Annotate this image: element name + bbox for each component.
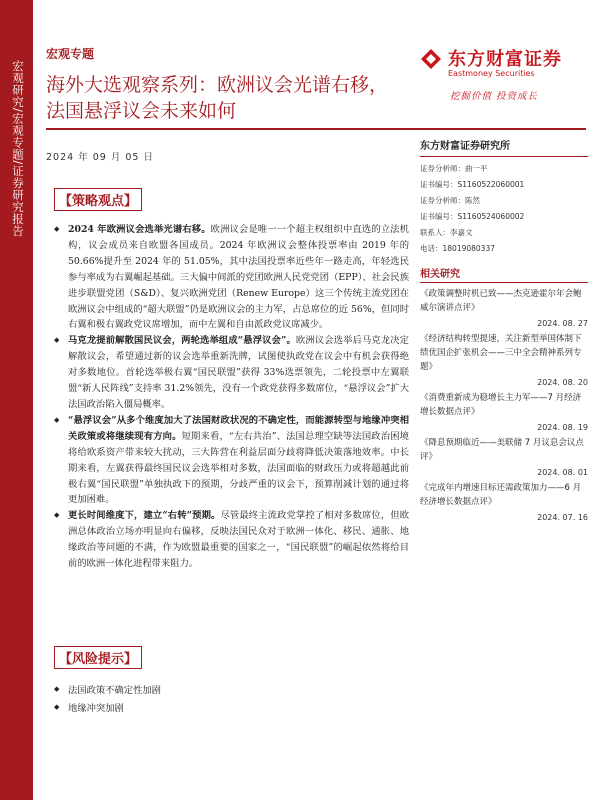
related-title[interactable]: 《完成年内增速目标还需政策加力——6 月经济增长数据点评》 xyxy=(420,483,582,507)
related-date: 2024. 08. 19 xyxy=(537,423,588,432)
company-logo xyxy=(420,45,570,85)
related-title[interactable]: 《经济结构转型提速，关注新型举国体制下绩优国企扩张机会——三中全会精神系列专题》 xyxy=(420,334,582,372)
strategy-heading: 【策略观点】 xyxy=(54,188,142,211)
bullet-icon: ◆ xyxy=(54,703,60,711)
header-divider xyxy=(46,128,586,130)
related-item[interactable] xyxy=(420,436,588,477)
related-divider xyxy=(420,282,588,283)
risk-item: ◆ 地缘冲突加剧 xyxy=(54,700,409,718)
analyst-line: 证书编号：S1160524060002 xyxy=(420,212,525,221)
strategy-paragraph: ◆ “悬浮议会”从多个维度加大了法国财政状况的不确定性，而能源转型与地缘冲突相关政策或将继续现有方向。短期来看，“左右共治”、法国总理空缺等法国政治困境将给欧系资产带来较大扰动，三大阵营在利益层面分歧将降低决策落地效率。中长期来看，左翼获得最终国民议会选举相对多数，法国面临的财政压力或将超越此前极右翼“国民联盟”单独执政下的预期，分歧严重的议会下，预算削减计划的通过将更加困难。 xyxy=(54,414,409,506)
company-slogan: 挖掘价值 投资成长 xyxy=(450,91,539,102)
bullet-icon: ◆ xyxy=(54,685,60,693)
related-date: 2024. 08. 01 xyxy=(537,468,588,477)
bullet-icon: ◆ xyxy=(54,511,60,520)
bullet-icon: ◆ xyxy=(54,336,60,345)
related-title[interactable]: 《降息预期临近——美联储 7 月议息会议点评》 xyxy=(420,438,584,462)
risk-item: ◆ 法国政策不确定性加剧 xyxy=(54,682,409,700)
related-title[interactable]: 《消费重新成为稳增长主力军——7 月经济增长数据点评》 xyxy=(420,393,582,417)
related-heading: 相关研究 xyxy=(420,269,460,280)
analyst-info xyxy=(420,157,588,257)
strategy-paragraph: ◆ 2024 年欧洲议会选举光谱右移。欧洲议会是唯一一个超主权组织中直选的立法机构，议会成员来自欧盟各国成员。2024 年欧洲议会整体投票率由 2019 年的 50.66%提升至 2024 年的 51.05%，其中法国投票率近些年一路走高，年轻选民参与率成为右翼崛起基础。三大偏中间派的党团欧洲人民党党团（EPP）、社会民族进步联盟党团（S&D）、复兴欧洲党团（Renew Europe）这三个传统主流党团在欧洲议会中组成的“超大联盟”仍是欧洲议会的主力军，占总席位的近 56%，但同时右翼和极右翼政党议席增加，而中左翼和自由派政党议席减少。 xyxy=(54,224,409,331)
strategy-paragraph: ◆ 马克龙提前解散国民议会，两轮选举组成“悬浮议会”。欧洲议会选举后马克龙决定解散议会，希望通过新的议会选举重新洗牌，试图使执政党在议会中有机会获得绝对多数地位。首轮选举极右翼“国民联盟”获得 33%选票领先，二轮投票中左翼联盟“新人民阵线”支持率 31.2%领先，没有一个政党获得多数席位，“悬浮议会”扩大法国政治陷入僵局概率。 xyxy=(54,335,409,410)
analyst-line: 证券分析师：陈然 xyxy=(420,196,480,205)
related-date: 2024. 08. 20 xyxy=(537,378,588,387)
related-item[interactable] xyxy=(420,287,588,328)
risk-list xyxy=(54,682,409,718)
analyst-line: 联系人：李嘉文 xyxy=(420,228,473,237)
side-vertical-label: 宏观研究/宏观专题/证券研究报告 xyxy=(11,60,25,237)
analyst-line: 电话：18019080337 xyxy=(420,244,495,253)
strategy-paragraph: ◆ 更长时间维度下，建立“右转”预期。尽管最终主流政党掌控了相对多数席位，但欧洲总体政治立场亦明显向右偏移，反映法国民众对于欧洲一体化、移民、通胀、地缘政治等问题的不满，作为欧盟最重要的国家之一，“国民联盟”的崛起依然将给目前的欧洲一体化进程带来阻力。 xyxy=(54,510,409,570)
related-title[interactable]: 《政策调整时机已致——杰克逊霍尔年会鲍威尔演讲点评》 xyxy=(420,289,582,313)
right-sidebar xyxy=(420,134,588,522)
bullet-icon: ◆ xyxy=(54,415,60,424)
report-category: 宏观专题 xyxy=(46,47,95,61)
institute-name: 东方财富证券研究所 xyxy=(420,141,510,152)
analyst-line: 证书编号：S1160522060001 xyxy=(420,180,525,189)
bullet-icon: ◆ xyxy=(54,225,60,233)
related-item[interactable] xyxy=(420,391,588,432)
logo-english-name: Eastmoney Securities xyxy=(448,69,535,78)
report-date: 2024 年 09 月 05 日 xyxy=(46,152,154,163)
eastmoney-logo-icon xyxy=(420,48,442,70)
report-title: 海外大选观察系列：欧洲议会光谱右移，法国悬浮议会未来如何 xyxy=(46,74,389,122)
related-date: 2024. 07. 16 xyxy=(537,513,588,522)
risk-heading: 【风险提示】 xyxy=(54,646,142,669)
related-item[interactable] xyxy=(420,332,588,387)
related-date: 2024. 08. 27 xyxy=(537,319,588,328)
strategy-body xyxy=(54,222,409,572)
analyst-line: 证券分析师：曲一平 xyxy=(420,164,488,173)
related-item[interactable] xyxy=(420,481,588,522)
logo-chinese-name: 东方财富证券 xyxy=(448,49,562,70)
